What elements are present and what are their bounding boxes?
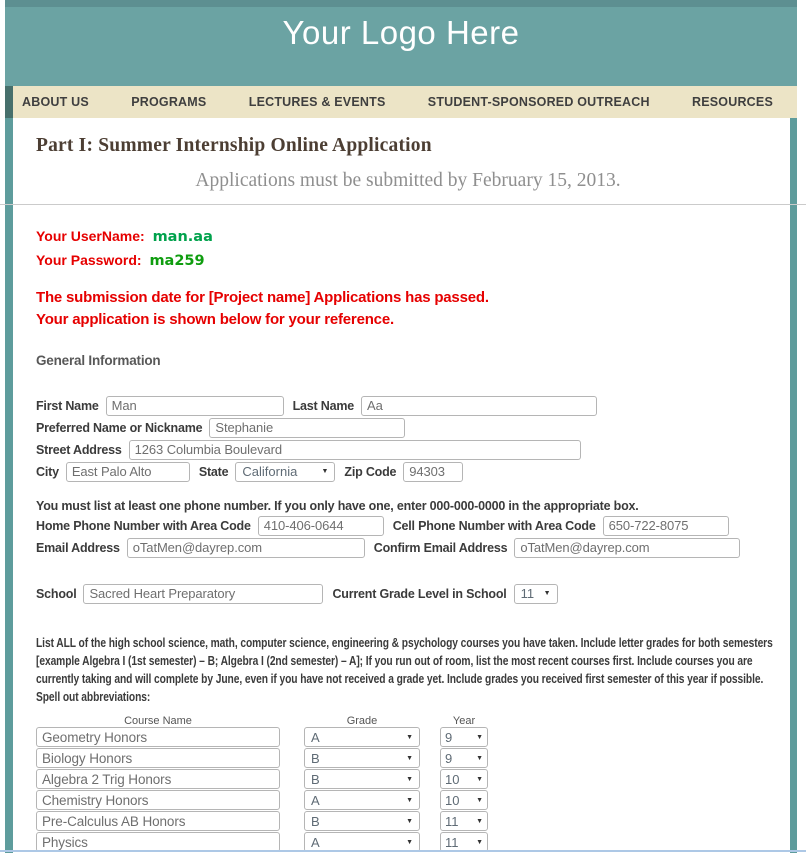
grade-select-value: A (311, 792, 320, 808)
year-column-header: Year (452, 715, 476, 727)
credentials-block (36, 226, 780, 272)
password-value: ma259 (149, 253, 205, 269)
course-name-field[interactable] (36, 769, 280, 789)
first-name-label: First Name (36, 398, 99, 413)
year-select-value: 11 (445, 813, 459, 829)
year-select[interactable] (440, 811, 488, 831)
year-select[interactable] (440, 769, 488, 789)
year-select-value: 10 (445, 771, 460, 787)
grade-select[interactable] (304, 748, 420, 768)
nav-item-programs[interactable]: PROGRAMS (131, 95, 207, 109)
chevron-down-icon: ▼ (476, 796, 483, 804)
phone-requirement-note: You must list at least one phone number. If you only have one, enter 000-000-0000 in the appropriate box. (36, 499, 639, 513)
chevron-down-icon: ▼ (476, 775, 483, 783)
page-frame (5, 0, 797, 853)
home-phone-field[interactable] (258, 516, 384, 536)
email-row (36, 537, 780, 558)
grade-select-value: B (311, 771, 320, 787)
last-name-label: Last Name (292, 398, 355, 413)
course-name-field[interactable] (36, 811, 280, 831)
street-address-label: Street Address (36, 442, 122, 457)
chevron-down-icon: ▼ (476, 754, 483, 762)
school-label: School (36, 586, 77, 601)
year-select-value: 9 (445, 729, 453, 745)
password-label: Your Password: (36, 252, 142, 268)
cell-phone-field[interactable] (603, 516, 729, 536)
chevron-down-icon: ▼ (406, 733, 413, 741)
year-select[interactable] (440, 832, 488, 852)
grade-select-value: B (311, 813, 320, 829)
site-header (5, 0, 797, 86)
grade-column-header: Grade (346, 715, 378, 727)
course-table-header (36, 715, 780, 727)
year-select-value: 11 (445, 834, 459, 850)
year-select[interactable] (440, 790, 488, 810)
email-label: Email Address (36, 540, 120, 555)
deadline-notice: Applications must be submitted by February 15, 2013. (195, 170, 621, 191)
site-logo: Your Logo Here (282, 14, 520, 51)
course-list-instructions: List ALL of the high school science, math, computer science, engineering & psychology courses you have taken. Include letter grades for both semesters [example Algebra I (1st semester) – B; Algebra I (2nd semester) – A]; If you run out of room, list the most recent courses first. Include courses you are currently taking and will complete by June, even if you have not received a grade yet. Include grades you received first semester of this year if possible. Spell out abbreviations: (36, 636, 773, 704)
grade-select[interactable] (304, 790, 420, 810)
general-information-heading: General Information (36, 353, 161, 368)
zip-code-field[interactable] (403, 462, 463, 482)
course-row (36, 727, 780, 748)
course-row (36, 748, 780, 769)
first-name-field[interactable] (106, 396, 284, 416)
school-row (36, 583, 780, 604)
confirm-email-label: Confirm Email Address (373, 540, 508, 555)
cell-phone-label: Cell Phone Number with Area Code (392, 518, 596, 533)
page-content (5, 118, 797, 853)
submission-closed-notice (36, 287, 780, 331)
city-state-zip-row (36, 461, 780, 482)
general-information-form (36, 395, 780, 604)
school-field[interactable] (83, 584, 323, 604)
chevron-down-icon: ▼ (543, 590, 551, 597)
grade-select-value: B (311, 750, 320, 766)
state-label: State (198, 464, 229, 479)
last-name-field[interactable] (361, 396, 597, 416)
nav-item-resources[interactable]: RESOURCES (692, 95, 773, 109)
username-line (36, 226, 780, 248)
grade-select[interactable] (304, 727, 420, 747)
email-field[interactable] (127, 538, 365, 558)
course-name-field[interactable] (36, 832, 280, 852)
course-name-column-header: Course Name (124, 715, 192, 727)
chevron-down-icon: ▼ (406, 754, 413, 762)
city-label: City (36, 464, 59, 479)
chevron-down-icon: ▼ (406, 817, 413, 825)
nav-left-notch (5, 86, 13, 118)
grade-level-select-value: 11 (520, 586, 535, 601)
name-row (36, 395, 780, 416)
main-nav (5, 86, 797, 118)
bottom-edge-line (0, 850, 806, 852)
street-address-row (36, 439, 780, 460)
street-address-field[interactable] (129, 440, 581, 460)
confirm-email-field[interactable] (514, 538, 740, 558)
year-select-value: 10 (445, 792, 460, 808)
phone-row (36, 515, 780, 536)
state-select[interactable] (235, 462, 335, 482)
page-title: Part I: Summer Internship Online Application (36, 135, 432, 156)
grade-select[interactable] (304, 832, 420, 852)
chevron-down-icon: ▼ (406, 838, 413, 846)
home-phone-label: Home Phone Number with Area Code (36, 518, 251, 533)
grade-select-value: A (311, 834, 320, 850)
nav-item-lectures-events[interactable]: LECTURES & EVENTS (248, 95, 386, 109)
preferred-name-label: Preferred Name or Nickname (36, 420, 203, 435)
preferred-name-row (36, 417, 780, 438)
course-row (36, 790, 780, 811)
grade-level-label: Current Grade Level in School (332, 586, 507, 601)
year-select[interactable] (440, 748, 488, 768)
username-value: man.aa (152, 229, 213, 245)
state-select-value: California (242, 464, 298, 479)
chevron-down-icon: ▼ (476, 838, 483, 846)
course-name-field[interactable] (36, 748, 280, 768)
chevron-down-icon: ▼ (406, 796, 413, 804)
grade-select[interactable] (304, 769, 420, 789)
password-line (36, 250, 780, 272)
nav-item-about-us[interactable]: ABOUT US (22, 95, 89, 109)
closed-notice-line1: The submission date for [Project name] Applications has passed. (36, 289, 489, 306)
course-name-field[interactable] (36, 727, 280, 747)
chevron-down-icon: ▼ (321, 468, 329, 475)
course-row (36, 769, 780, 790)
nav-item-student-sponsored-outreach[interactable]: STUDENT-SPONSORED OUTREACH (427, 95, 650, 109)
course-name-field[interactable] (36, 790, 280, 810)
year-select[interactable] (440, 727, 488, 747)
grade-select-value: A (311, 729, 320, 745)
chevron-down-icon: ▼ (476, 817, 483, 825)
zip-code-label: Zip Code (344, 464, 397, 479)
grade-select[interactable] (304, 811, 420, 831)
year-select-value: 9 (445, 750, 453, 766)
preferred-name-field[interactable] (209, 418, 405, 438)
chevron-down-icon: ▼ (406, 775, 413, 783)
deadline-divider-line (0, 204, 806, 205)
city-field[interactable] (66, 462, 190, 482)
username-label: Your UserName: (36, 228, 145, 244)
closed-notice-line2: Your application is shown below for your reference. (36, 311, 394, 328)
chevron-down-icon: ▼ (476, 733, 483, 741)
course-row (36, 811, 780, 832)
course-table (36, 727, 780, 853)
grade-level-select[interactable] (514, 584, 558, 604)
